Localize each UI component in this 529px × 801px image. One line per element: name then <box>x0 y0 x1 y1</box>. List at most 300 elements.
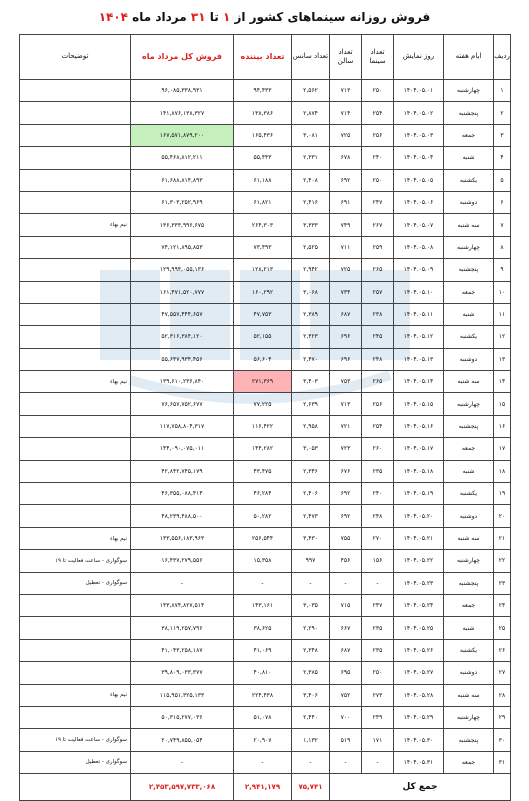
table-row <box>20 438 511 460</box>
title-year: ۱۴۰۴ <box>98 10 128 24</box>
cell-date: ۱۴۰۴.۰۵.۲۹ <box>394 706 444 728</box>
cell-note <box>20 460 131 482</box>
cell-halls: ۷۱۱ <box>330 236 362 258</box>
cell-shows: ۲,۳۴۶ <box>292 460 330 482</box>
cell-date: ۱۴۰۴.۰۵.۱۷ <box>394 438 444 460</box>
cell-weekday: یکشنبه <box>444 483 494 505</box>
cell-sales: ۶۱,۶۸۸,۸۱۴,۸۹۳ <box>131 169 234 191</box>
table-row <box>20 371 511 393</box>
cell-row-number: ۲ <box>494 102 511 124</box>
cell-weekday: جمعه <box>444 124 494 146</box>
cell-cinemas: ۲۳۸ <box>362 303 394 325</box>
cell-note <box>20 505 131 527</box>
cell-cinemas: ۲۳۵ <box>362 617 394 639</box>
cell-viewers: ۵۶,۶۰۴ <box>234 348 292 370</box>
cell-row-number: ۴ <box>494 147 511 169</box>
cell-row-number: ۸ <box>494 236 511 258</box>
cell-cinemas: ۲۴۹ <box>362 706 394 728</box>
table-row <box>20 550 511 572</box>
cell-shows: ۲,۳۸۹ <box>292 303 330 325</box>
cell-viewers: ۱۵,۳۵۸ <box>234 550 292 572</box>
cell-row-number: ۱۴ <box>494 371 511 393</box>
cell-cinemas: ۲۴۷ <box>362 191 394 213</box>
cell-note <box>20 281 131 303</box>
cell-row-number: ۹ <box>494 259 511 281</box>
cell-note: نیم بهاء <box>20 371 131 393</box>
cell-weekday: چهارشنبه <box>444 706 494 728</box>
cell-halls: ۶۹۶ <box>330 326 362 348</box>
cell-shows: ۲,۵۲۵ <box>292 236 330 258</box>
cell-note: نیم بهاء <box>20 684 131 706</box>
table-row <box>20 527 511 549</box>
cell-sales: ۶۱,۳۰۳,۲۵۲,۹۶۹ <box>131 191 234 213</box>
cell-sales: ۴۲,۸۴۲,۷۴۵,۱۷۹ <box>131 460 234 482</box>
cell-shows: ۲,۴۰۸ <box>292 169 330 191</box>
cell-weekday: شنبه <box>444 147 494 169</box>
cell-viewers: ۱۲۸,۲۱۳ <box>234 259 292 281</box>
cell-row-number: ۲۳ <box>494 572 511 594</box>
cell-cinemas: ۲۴۵ <box>362 326 394 348</box>
cell-shows: ۱,۱۳۲ <box>292 729 330 751</box>
cell-sales: ۱۴۴,۰۹۰,۰۷۵,۰۱۱ <box>131 438 234 460</box>
cell-sales: ۱۳۶,۳۳۳,۹۹۶,۶۷۵ <box>131 214 234 236</box>
cell-viewers: ۹۴,۴۳۳ <box>234 80 292 102</box>
cell-shows: ۳,۳۳۳ <box>292 214 330 236</box>
cell-sales: ۴۷,۵۵۷,۴۴۴,۶۵۷ <box>131 303 234 325</box>
cell-row-number: ۱۰ <box>494 281 511 303</box>
cell-viewers: ۳۸,۶۲۵ <box>234 617 292 639</box>
cell-halls: ۷۱۵ <box>330 594 362 616</box>
cell-note <box>20 191 131 213</box>
totals-notes-empty <box>20 774 131 801</box>
cell-weekday: دوشنبه <box>444 505 494 527</box>
cell-note <box>20 124 131 146</box>
cell-sales: ۱۳۳,۵۵۶,۱۸۳,۹۶۳ <box>131 527 234 549</box>
cell-date: ۱۴۰۴.۰۵.۲۴ <box>394 594 444 616</box>
table-row <box>20 303 511 325</box>
table-row <box>20 169 511 191</box>
cell-viewers: ۵۰,۲۸۲ <box>234 505 292 527</box>
cell-halls: ۷۱۳ <box>330 393 362 415</box>
cell-date: ۱۴۰۴.۰۵.۲۱ <box>394 527 444 549</box>
cell-note: سوگواری - ساعت فعالیت تا ۱۹ <box>20 550 131 572</box>
cell-shows: ۲,۳۸۵ <box>292 662 330 684</box>
cell-note <box>20 393 131 415</box>
cell-note <box>20 706 131 728</box>
cell-shows: ۲,۵۶۲ <box>292 80 330 102</box>
cell-cinemas: ۲۶۷ <box>362 214 394 236</box>
cell-halls: ۶۷۸ <box>330 147 362 169</box>
cell-viewers: ۴۳,۴۷۵ <box>234 460 292 482</box>
cell-viewers: ۶۱,۱۸۸ <box>234 169 292 191</box>
sales-table <box>19 34 511 801</box>
cell-row-number: ۱۸ <box>494 460 511 482</box>
table-row <box>20 706 511 728</box>
cell-date: ۱۴۰۴.۰۵.۳۰ <box>394 729 444 751</box>
cell-halls: ۶۹۲ <box>330 483 362 505</box>
table-row <box>20 259 511 281</box>
cell-cinemas: ۲۴۸ <box>362 348 394 370</box>
header-cinemas: تعداد سینما <box>362 35 394 80</box>
cell-viewers: ۵۲,۱۵۵ <box>234 326 292 348</box>
cell-note <box>20 259 131 281</box>
cell-halls: ۶۸۷ <box>330 303 362 325</box>
cell-row-number: ۵ <box>494 169 511 191</box>
cell-sales: - <box>131 751 234 773</box>
cell-row-number: ۱۲ <box>494 326 511 348</box>
cell-cinemas: ۲۴۷ <box>362 594 394 616</box>
table-row <box>20 80 511 102</box>
cell-halls: ۷۱۴ <box>330 102 362 124</box>
cell-date: ۱۴۰۴.۰۵.۰۷ <box>394 214 444 236</box>
cell-weekday: یکشنبه <box>444 639 494 661</box>
cell-cinemas: ۱۷۱ <box>362 729 394 751</box>
cell-viewers: ۴۷,۷۵۳ <box>234 303 292 325</box>
cell-date: ۱۴۰۴.۰۵.۰۹ <box>394 259 444 281</box>
cell-date: ۱۴۰۴.۰۵.۰۳ <box>394 124 444 146</box>
cell-sales: ۷۶,۶۵۷,۷۵۲,۶۷۷ <box>131 393 234 415</box>
title-from: ۱ <box>222 10 231 24</box>
cell-sales: ۴۸,۲۳۹,۴۸۸,۵۰۰ <box>131 505 234 527</box>
table-row <box>20 236 511 258</box>
cell-weekday: شنبه <box>444 460 494 482</box>
cell-cinemas: ۲۵۴ <box>362 415 394 437</box>
cell-row-number: ۱۱ <box>494 303 511 325</box>
cell-shows: ۳,۴۳۰ <box>292 527 330 549</box>
header-shows: تعداد سانس <box>292 35 330 80</box>
cell-shows: ۲,۶۳۹ <box>292 393 330 415</box>
cell-shows: ۲,۳۳۱ <box>292 147 330 169</box>
cell-cinemas: ۲۳۵ <box>362 639 394 661</box>
cell-date: ۱۴۰۴.۰۵.۲۲ <box>394 550 444 572</box>
cell-weekday: جمعه <box>444 751 494 773</box>
header-weekday: ایام هفته <box>444 35 494 80</box>
header-date: روز نمایش <box>394 35 444 80</box>
cell-note <box>20 102 131 124</box>
table-row <box>20 729 511 751</box>
cell-shows: ۲,۴۷۰ <box>292 348 330 370</box>
cell-sales: ۵۵,۴۶۸,۸۱۲,۲۱۱ <box>131 147 234 169</box>
title-middle: تا <box>209 10 219 24</box>
page-title <box>0 10 529 24</box>
cell-sales: ۵۵,۶۴۷,۹۳۴,۴۵۶ <box>131 348 234 370</box>
cell-weekday: جمعه <box>444 438 494 460</box>
cell-note <box>20 662 131 684</box>
cell-row-number: ۱۵ <box>494 393 511 415</box>
cell-date: ۱۴۰۴.۰۵.۱۸ <box>394 460 444 482</box>
cell-halls: - <box>330 751 362 773</box>
cell-weekday: سه شنبه <box>444 684 494 706</box>
cell-date: ۱۴۰۴.۰۵.۲۷ <box>394 662 444 684</box>
table-row <box>20 415 511 437</box>
cell-weekday: دوشنبه <box>444 348 494 370</box>
cell-halls: ۷۵۳ <box>330 371 362 393</box>
cell-cinemas: ۲۶۵ <box>362 371 394 393</box>
cell-halls: ۷۰۰ <box>330 706 362 728</box>
cell-row-number: ۳۰ <box>494 729 511 751</box>
cell-viewers: ۴۶,۲۸۴ <box>234 483 292 505</box>
cell-cinemas: ۲۴۸ <box>362 505 394 527</box>
header-viewers: تعداد بیننده <box>234 35 292 80</box>
cell-halls: - <box>330 572 362 594</box>
cell-note: سوگواری - تعطیل <box>20 751 131 773</box>
cell-note <box>20 326 131 348</box>
cell-halls: ۷۳۴ <box>330 281 362 303</box>
cell-weekday: شنبه <box>444 617 494 639</box>
cell-viewers: ۴۰,۸۱۰ <box>234 662 292 684</box>
cell-cinemas: ۲۵۶ <box>362 124 394 146</box>
cell-viewers: ۷۳,۴۹۳ <box>234 236 292 258</box>
cell-row-number: ۲۶ <box>494 639 511 661</box>
cell-cinemas: ۲۵۴ <box>362 102 394 124</box>
cell-halls: ۷۵۲ <box>330 684 362 706</box>
cell-date: ۱۴۰۴.۰۵.۰۸ <box>394 236 444 258</box>
table-row <box>20 147 511 169</box>
cell-viewers: ۷۷,۲۲۵ <box>234 393 292 415</box>
cell-row-number: ۱ <box>494 80 511 102</box>
cell-row-number: ۲۷ <box>494 662 511 684</box>
cell-note <box>20 236 131 258</box>
cell-date: ۱۴۰۴.۰۵.۱۶ <box>394 415 444 437</box>
table-row <box>20 191 511 213</box>
cell-halls: ۶۷۶ <box>330 460 362 482</box>
cell-sales: ۳۸,۱۱۹,۲۵۷,۷۹۶ <box>131 617 234 639</box>
cell-weekday: دوشنبه <box>444 191 494 213</box>
cell-note: سوگواری - ساعت فعالیت تا ۱۹ <box>20 729 131 751</box>
cell-shows: ۲,۲۹۰ <box>292 617 330 639</box>
cell-viewers: ۵۱,۰۷۸ <box>234 706 292 728</box>
cell-viewers: ۴۱,۰۶۹ <box>234 639 292 661</box>
cell-sales: ۳۹,۸۰۹,۰۳۳,۳۷۷ <box>131 662 234 684</box>
cell-sales: - <box>131 572 234 594</box>
totals-viewers: ۲,۹۴۱,۱۷۹ <box>234 774 292 801</box>
table-row <box>20 102 511 124</box>
cell-viewers: ۲۷۱,۳۶۹ <box>234 371 292 393</box>
cell-sales: ۱۶,۴۳۷,۲۷۹,۵۵۶ <box>131 550 234 572</box>
cell-weekday: چهارشنبه <box>444 80 494 102</box>
cell-viewers: ۱۳۸,۳۸۶ <box>234 102 292 124</box>
cell-cinemas: ۲۶۵ <box>362 259 394 281</box>
cell-date: ۱۴۰۴.۰۵.۳۱ <box>394 751 444 773</box>
cell-weekday: چهارشنبه <box>444 550 494 572</box>
cell-viewers: ۱۶۰,۲۹۲ <box>234 281 292 303</box>
cell-weekday: پنجشنبه <box>444 102 494 124</box>
cell-date: ۱۴۰۴.۰۵.۲۵ <box>394 617 444 639</box>
table-row <box>20 639 511 661</box>
cell-sales: ۴۱,۰۴۳,۲۵۸,۱۸۷ <box>131 639 234 661</box>
cell-row-number: ۲۸ <box>494 684 511 706</box>
cell-cinemas: ۲۵۰ <box>362 80 394 102</box>
cell-row-number: ۲۴ <box>494 594 511 616</box>
table-row <box>20 393 511 415</box>
cell-weekday: پنجشنبه <box>444 415 494 437</box>
cell-sales: ۱۶۷,۵۷۱,۸۷۹,۲۰۰ <box>131 124 234 146</box>
cell-shows: ۳,۴۰۶ <box>292 684 330 706</box>
cell-note: نیم بهاء <box>20 527 131 549</box>
cell-cinemas: ۲۴۰ <box>362 483 394 505</box>
cell-date: ۱۴۰۴.۰۵.۱۰ <box>394 281 444 303</box>
cell-cinemas: ۱۵۶ <box>362 550 394 572</box>
table-row <box>20 460 511 482</box>
table-row <box>20 684 511 706</box>
cell-cinemas: ۲۵۰ <box>362 662 394 684</box>
cell-note <box>20 483 131 505</box>
cell-weekday: پنجشنبه <box>444 572 494 594</box>
cell-viewers: ۵۵,۴۴۳ <box>234 147 292 169</box>
cell-date: ۱۴۰۴.۰۵.۰۱ <box>394 80 444 102</box>
cell-weekday: جمعه <box>444 594 494 616</box>
header-sales: فروش کل مرداد ماه <box>131 35 234 80</box>
cell-cinemas: ۲۵۶ <box>362 393 394 415</box>
cell-shows: ۲,۴۰۶ <box>292 483 330 505</box>
cell-shows: ۲,۴۱۶ <box>292 191 330 213</box>
cell-cinemas: ۲۵۰ <box>362 169 394 191</box>
cell-weekday: سه شنبه <box>444 371 494 393</box>
title-to: ۳۱ <box>190 10 206 24</box>
cell-weekday: یکشنبه <box>444 169 494 191</box>
cell-shows: ۲,۸۷۴ <box>292 102 330 124</box>
cell-sales: ۴۶,۳۵۵,۰۸۸,۴۱۴ <box>131 483 234 505</box>
cell-halls: ۴۵۶ <box>330 550 362 572</box>
cell-sales: ۷۴,۱۲۱,۸۹۵,۸۵۳ <box>131 236 234 258</box>
cell-viewers: ۶۱,۸۲۱ <box>234 191 292 213</box>
table-row <box>20 326 511 348</box>
cell-shows: - <box>292 572 330 594</box>
cell-row-number: ۳ <box>494 124 511 146</box>
cell-note <box>20 594 131 616</box>
totals-label: جمع کل <box>330 774 511 801</box>
table-row <box>20 594 511 616</box>
cell-viewers: ۲۰,۹۰۷ <box>234 729 292 751</box>
cell-weekday: شنبه <box>444 303 494 325</box>
cell-viewers: - <box>234 572 292 594</box>
cell-halls: ۵۱۹ <box>330 729 362 751</box>
cell-weekday: چهارشنبه <box>444 393 494 415</box>
cell-shows: ۲,۹۵۸ <box>292 415 330 437</box>
cell-cinemas: ۲۵۹ <box>362 236 394 258</box>
totals-sales: ۲,۴۵۳,۵۹۷,۷۳۳,۰۶۸ <box>131 774 234 801</box>
table-row <box>20 505 511 527</box>
cell-halls: ۷۲۵ <box>330 124 362 146</box>
totals-row <box>20 774 511 801</box>
cell-note <box>20 147 131 169</box>
cell-row-number: ۳۱ <box>494 751 511 773</box>
cell-date: ۱۴۰۴.۰۵.۲۸ <box>394 684 444 706</box>
cell-viewers: - <box>234 751 292 773</box>
cell-cinemas: ۲۵۷ <box>362 281 394 303</box>
cell-halls: ۷۲۱ <box>330 415 362 437</box>
cell-shows: ۳,۰۵۳ <box>292 438 330 460</box>
cell-cinemas: ۲۷۰ <box>362 527 394 549</box>
cell-date: ۱۴۰۴.۰۵.۱۵ <box>394 393 444 415</box>
cell-viewers: ۱۴۴,۲۸۲ <box>234 438 292 460</box>
cell-date: ۱۴۰۴.۰۵.۱۴ <box>394 371 444 393</box>
cell-note <box>20 617 131 639</box>
table-row <box>20 662 511 684</box>
cell-cinemas: ۲۶۰ <box>362 438 394 460</box>
table-header-row <box>20 35 511 80</box>
cell-viewers: ۲۶۴,۳۰۳ <box>234 214 292 236</box>
cell-row-number: ۷ <box>494 214 511 236</box>
totals-shows: ۷۵,۷۴۱ <box>292 774 330 801</box>
cell-sales: ۱۲۹,۹۹۴,۰۵۵,۱۳۶ <box>131 259 234 281</box>
cell-halls: ۶۹۲ <box>330 169 362 191</box>
cell-weekday: سه شنبه <box>444 527 494 549</box>
cell-date: ۱۴۰۴.۰۵.۰۶ <box>394 191 444 213</box>
cell-halls: ۷۴۹ <box>330 214 362 236</box>
table-row <box>20 281 511 303</box>
cell-sales: ۲۰,۷۴۹,۸۵۵,۰۵۴ <box>131 729 234 751</box>
title-prefix: فروش روزانه سینماهای کشور از <box>234 10 431 24</box>
cell-sales: ۱۱۷,۷۵۸,۸۰۴,۳۱۷ <box>131 415 234 437</box>
header-row-number: ردیف <box>494 35 511 80</box>
cell-weekday: دوشنبه <box>444 662 494 684</box>
cell-date: ۱۴۰۴.۰۵.۰۴ <box>394 147 444 169</box>
cell-halls: ۷۲۳ <box>330 438 362 460</box>
cell-shows: ۳,۰۶۸ <box>292 281 330 303</box>
cell-halls: ۷۵۵ <box>330 527 362 549</box>
table-row <box>20 348 511 370</box>
cell-row-number: ۲۱ <box>494 527 511 549</box>
cell-date: ۱۴۰۴.۰۵.۲۳ <box>394 572 444 594</box>
cell-weekday: سه شنبه <box>444 214 494 236</box>
table-row <box>20 617 511 639</box>
cell-shows: - <box>292 751 330 773</box>
table-row <box>20 214 511 236</box>
cell-shows: ۲,۴۴۰ <box>292 706 330 728</box>
cell-row-number: ۱۷ <box>494 438 511 460</box>
cell-note <box>20 348 131 370</box>
cell-halls: ۷۲۵ <box>330 259 362 281</box>
cell-cinemas: ۲۳۵ <box>362 460 394 482</box>
cell-note <box>20 415 131 437</box>
cell-halls: ۶۹۶ <box>330 348 362 370</box>
cell-viewers: ۲۲۴,۴۳۸ <box>234 684 292 706</box>
cell-row-number: ۱۹ <box>494 483 511 505</box>
cell-viewers: ۱۴۳,۱۶۱ <box>234 594 292 616</box>
cell-halls: ۶۹۵ <box>330 662 362 684</box>
cell-date: ۱۴۰۴.۰۵.۱۹ <box>394 483 444 505</box>
cell-date: ۱۴۰۴.۰۵.۱۳ <box>394 348 444 370</box>
cell-date: ۱۴۰۴.۰۵.۱۱ <box>394 303 444 325</box>
cell-shows: ۳,۴۰۳ <box>292 371 330 393</box>
cell-halls: ۶۸۷ <box>330 639 362 661</box>
header-halls: تعداد سالن <box>330 35 362 80</box>
table-row <box>20 124 511 146</box>
cell-cinemas: ۲۷۳ <box>362 684 394 706</box>
cell-date: ۱۴۰۴.۰۵.۲۶ <box>394 639 444 661</box>
cell-shows: ۹۹۷ <box>292 550 330 572</box>
cell-shows: ۲,۳۴۸ <box>292 639 330 661</box>
cell-note: نیم بهاء <box>20 214 131 236</box>
cell-weekday: یکشنبه <box>444 326 494 348</box>
cell-date: ۱۴۰۴.۰۵.۰۲ <box>394 102 444 124</box>
cell-date: ۱۴۰۴.۰۵.۲۰ <box>394 505 444 527</box>
cell-cinemas: - <box>362 751 394 773</box>
cell-note <box>20 303 131 325</box>
cell-note <box>20 169 131 191</box>
cell-row-number: ۲۰ <box>494 505 511 527</box>
cell-sales: ۱۶۱,۴۷۱,۵۲۰,۷۷۷ <box>131 281 234 303</box>
cell-sales: ۱۳۹,۶۱۰,۲۳۶,۸۴۰ <box>131 371 234 393</box>
cell-shows: ۳,۰۸۱ <box>292 124 330 146</box>
cell-note <box>20 80 131 102</box>
cell-viewers: ۱۱۶,۴۲۲ <box>234 415 292 437</box>
cell-date: ۱۴۰۴.۰۵.۱۲ <box>394 326 444 348</box>
cell-shows: ۲,۴۲۳ <box>292 326 330 348</box>
cell-row-number: ۲۹ <box>494 706 511 728</box>
cell-note <box>20 639 131 661</box>
